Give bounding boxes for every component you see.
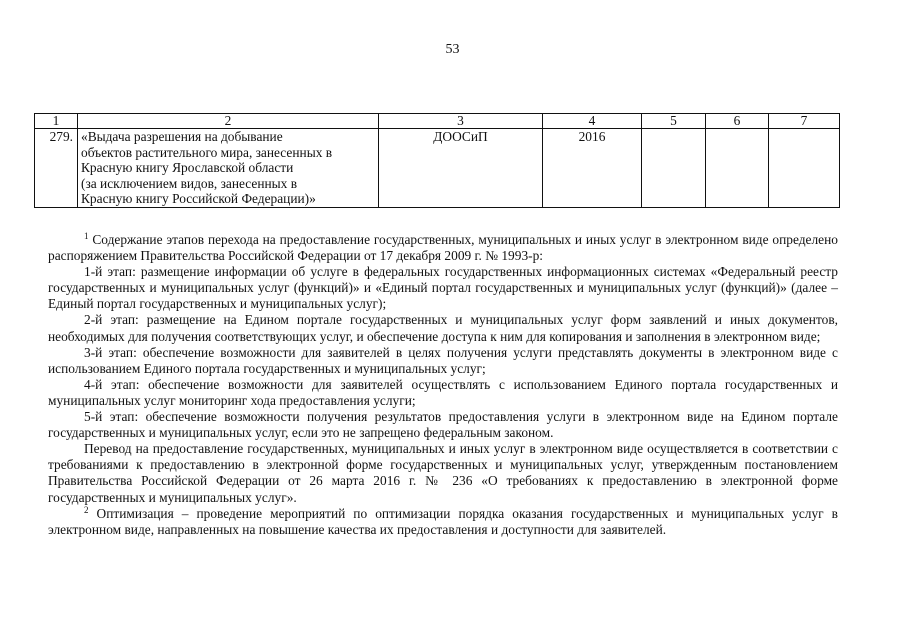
stage-2-text: 2-й этап: размещение на Едином портале государственных и муниципальных услуг форм заявлений и иных документов, необходимых для получения соответствующих услуг, и обеспечение доступа к ним для копирования и заполнения в электронном виде; <box>48 312 838 344</box>
footnote-mark: 2 <box>84 504 89 515</box>
column-header: 6 <box>706 114 769 129</box>
footnotes <box>48 232 838 538</box>
footnote-1 <box>48 232 838 264</box>
footnote-text: Оптимизация – проведение мероприятий по оптимизации порядка оказания государственных и муниципальных услуг в электронном виде, направленных на повышение качества их предоставления и доступности для заявителей. <box>48 505 838 537</box>
table-row <box>35 129 840 208</box>
year-cell: 2016 <box>543 129 642 208</box>
column-5-cell <box>642 129 706 208</box>
footnote-mark: 1 <box>84 231 89 241</box>
stage-3-text: 3-й этап: обеспечение возможности для заявителей в целях получения услуги представлять документы в электронном виде с использованием Единого портала государственных и муниципальных услуг; <box>48 344 838 376</box>
column-header: 7 <box>769 114 840 129</box>
service-name-line: Красную книгу Ярославской области <box>81 160 294 175</box>
service-name-line: объектов растительного мира, занесенных в <box>81 144 333 160</box>
row-number: 279. <box>35 129 78 208</box>
service-name-line: (за исключением видов, занесенных в <box>81 175 298 191</box>
table-header-row <box>35 114 840 129</box>
transfer-paragraph: Перевод на предоставление государственных, муниципальных и иных услуг в электронном виде осуществляется в соответствии с требованиями к предоставлению в электронной форме государственных и муниципальных услуг, утвержденным постановлением Правительства Российской Федерации от 26 марта 2016 г. № 236 «О требованиях к предоставлению в электронной форме государственных и муниципальных услуг». <box>48 441 838 505</box>
stage-4-text: 4-й этап: обеспечение возможности для заявителей осуществлять с использованием Единого портала государственных и муниципальных услуг мониторинг хода предоставления услуги; <box>48 376 838 408</box>
service-name-cell <box>78 129 379 208</box>
column-header: 2 <box>78 114 379 129</box>
services-table <box>34 113 840 208</box>
column-6-cell <box>706 129 769 208</box>
column-header: 5 <box>642 114 706 129</box>
page-number: 53 <box>445 42 460 57</box>
column-header: 1 <box>35 114 78 129</box>
stage-5-text: 5-й этап: обеспечение возможности получения результатов предоставления услуги в электронном виде на Едином портале государственных и муниципальных услуг, если это не запрещено федеральным законом. <box>48 409 838 441</box>
footnote-2 <box>48 506 838 538</box>
service-name-line: Красную книгу Российской Федерации)» <box>81 191 316 206</box>
column-header: 3 <box>379 114 543 129</box>
service-name-line: «Выдача разрешения на добывание <box>81 129 283 144</box>
footnote-text: Содержание этапов перехода на предоставление государственных, муниципальных и иных услуг в электронном виде определено распоряжением Правительства Российской Федерации от 17 декабря 2009 г. № 1993-р: <box>48 232 838 264</box>
responsible-org-cell: ДООСиП <box>379 129 543 208</box>
column-header: 4 <box>543 114 642 129</box>
stage-1-text: 1-й этап: размещение информации об услуге в федеральных государственных информационных системах «Федеральный реестр государственных и муниципальных услуг (функций)» и «Единый портал государственных и муниципальных услуг (функций)» (далее – Единый портал государственных и муниципальных услуг); <box>48 264 838 312</box>
column-7-cell <box>769 129 840 208</box>
